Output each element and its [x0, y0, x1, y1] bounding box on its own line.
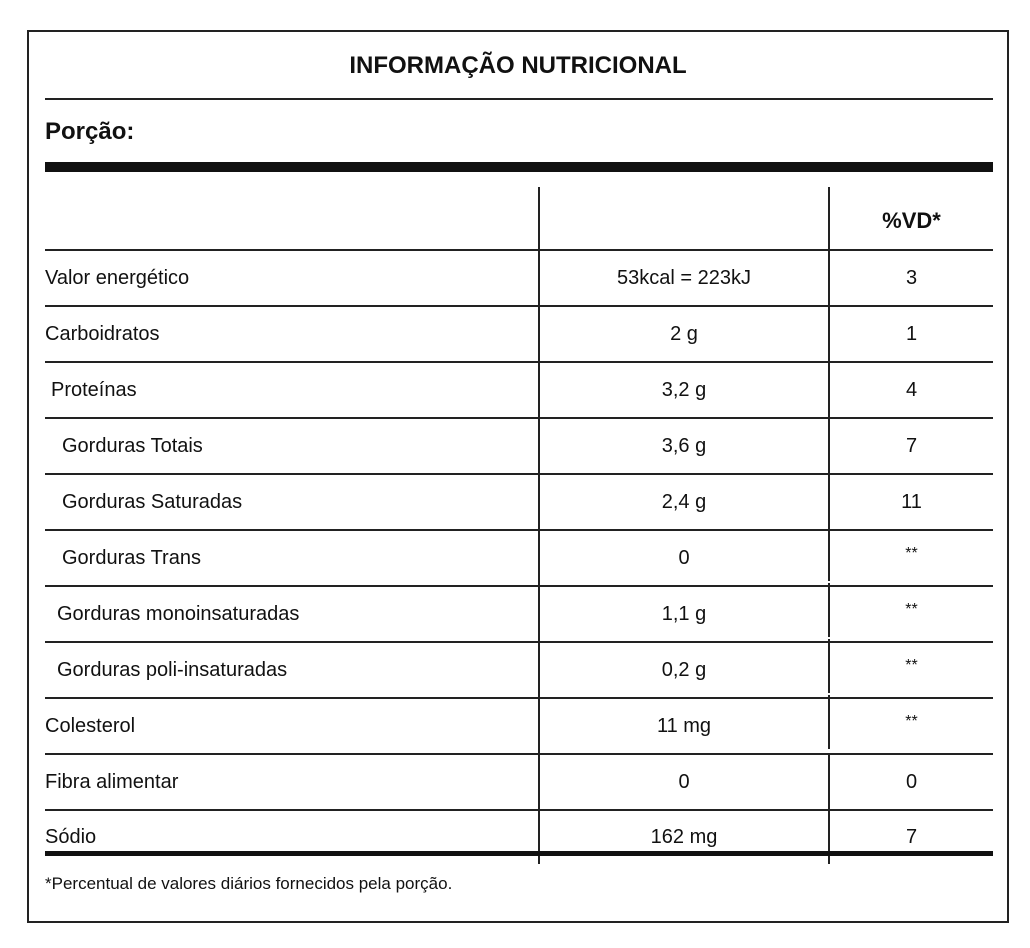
- table-row: [45, 811, 993, 864]
- nutrient-name: Proteínas: [51, 378, 137, 401]
- nutrient-name: Gorduras poli-insaturadas: [57, 658, 288, 681]
- table-header-row: [45, 187, 993, 251]
- nutrition-table: [45, 187, 993, 864]
- nutrient-amount: 11 mg: [538, 699, 828, 753]
- table-row: [45, 587, 993, 643]
- header-vd: %VD*: [828, 187, 993, 249]
- nutrient-name: Colesterol: [45, 714, 136, 737]
- nutrient-amount: 3,6 g: [538, 419, 828, 473]
- table-row: [45, 699, 993, 755]
- nutrient-amount: 1,1 g: [538, 587, 828, 641]
- nutrient-vd: 1: [828, 307, 993, 361]
- nutrient-amount: 0: [538, 755, 828, 809]
- portion-label: Porção:: [45, 118, 135, 145]
- nutrient-name: Gorduras Saturadas: [62, 490, 243, 513]
- nutrient-vd: 11: [828, 475, 993, 529]
- nutrition-facts-panel: [27, 30, 1009, 923]
- nutrient-amount: 162 mg: [538, 811, 828, 864]
- nutrient-vd: **: [828, 583, 993, 637]
- nutrient-vd: **: [828, 639, 993, 693]
- table-row: [45, 419, 993, 475]
- table-bottom-divider: [45, 851, 993, 856]
- header-nutrient: [45, 187, 538, 249]
- nutrient-name: Gorduras Trans: [62, 546, 201, 569]
- nutrient-name: Gorduras monoinsaturadas: [57, 602, 300, 625]
- table-row: [45, 251, 993, 307]
- nutrient-amount: 0,2 g: [538, 643, 828, 697]
- portion-divider: [45, 162, 993, 172]
- nutrient-amount: 2,4 g: [538, 475, 828, 529]
- footnote: *Percentual de valores diários fornecidos pela porção.: [45, 874, 453, 893]
- nutrient-vd: 7: [828, 811, 993, 864]
- table-row: [45, 475, 993, 531]
- nutrient-amount: 3,2 g: [538, 363, 828, 417]
- table-row: [45, 307, 993, 363]
- nutrient-name: Valor energético: [45, 266, 190, 289]
- table-row: [45, 363, 993, 419]
- nutrient-vd: 0: [828, 755, 993, 809]
- header-amount: [538, 187, 828, 249]
- table-row: [45, 643, 993, 699]
- title-divider: [45, 98, 993, 100]
- nutrient-name: Sódio: [45, 826, 97, 848]
- nutrient-name: Fibra alimentar: [45, 770, 179, 793]
- panel-title: INFORMAÇÃO NUTRICIONAL: [349, 52, 687, 79]
- nutrient-vd: 4: [828, 363, 993, 417]
- nutrient-amount: 2 g: [538, 307, 828, 361]
- nutrient-name: Carboidratos: [45, 322, 160, 345]
- nutrient-vd: **: [828, 527, 993, 581]
- table-row: [45, 531, 993, 587]
- nutrient-amount: 0: [538, 531, 828, 585]
- nutrient-vd: **: [828, 695, 993, 749]
- nutrient-vd: 3: [828, 251, 993, 305]
- nutrient-vd: 7: [828, 419, 993, 473]
- nutrient-amount: 53kcal = 223kJ: [538, 251, 828, 305]
- nutrient-name: Gorduras Totais: [62, 434, 203, 457]
- table-row: [45, 755, 993, 811]
